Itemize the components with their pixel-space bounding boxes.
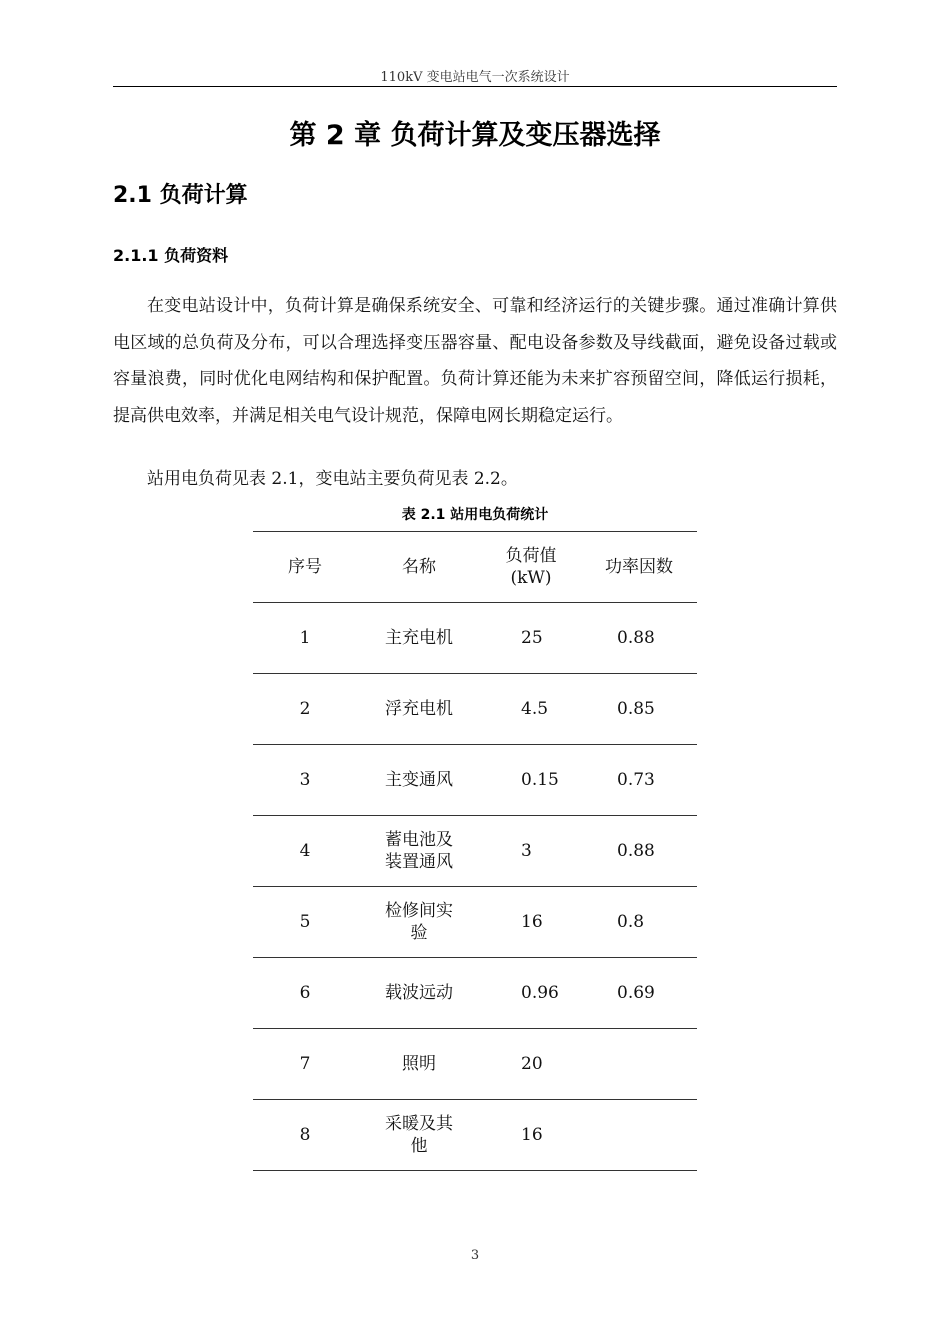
cell-load-value: 4.5 — [521, 699, 549, 719]
cell-power-factor — [581, 745, 697, 816]
header-load-text: 负荷值(kW) — [505, 546, 557, 588]
cell-index: 1 — [253, 603, 357, 674]
load-table — [253, 531, 697, 1171]
cell-load-value: 3 — [521, 841, 532, 861]
cell-load — [481, 1100, 581, 1171]
cell-power-factor — [581, 816, 697, 887]
cell-index: 2 — [253, 674, 357, 745]
cell-load-value: 16 — [521, 912, 543, 932]
table-caption: 表 2.1 站用电负荷统计 — [401, 507, 549, 523]
table-row — [253, 1100, 697, 1171]
cell-index: 5 — [253, 887, 357, 958]
cell-pf-value: 0.88 — [617, 841, 655, 861]
cell-name: 主充电机 — [357, 603, 481, 674]
cell-pf-value: 0.69 — [617, 983, 655, 1003]
table-row — [253, 603, 697, 674]
cell-name: 载波远动 — [357, 958, 481, 1029]
table-row — [253, 958, 697, 1029]
cell-power-factor — [581, 887, 697, 958]
cell-power-factor — [581, 603, 697, 674]
cell-load — [481, 1029, 581, 1100]
cell-load-value: 25 — [521, 628, 543, 648]
header-cell-index: 序号 — [253, 532, 357, 603]
table-row — [253, 1029, 697, 1100]
cell-index: 7 — [253, 1029, 357, 1100]
cell-power-factor — [581, 1100, 697, 1171]
page-number: 3 — [470, 1248, 480, 1263]
body-paragraph-2: 站用电负荷见表 2.1，变电站主要负荷见表 2.2。 — [147, 469, 518, 489]
cell-load — [481, 745, 581, 816]
subsection-title: 2.1.1 负荷资料 — [113, 246, 229, 265]
table-row — [253, 816, 697, 887]
cell-name — [357, 1100, 481, 1171]
header-rule — [113, 86, 837, 87]
cell-load — [481, 603, 581, 674]
header-cell-name: 名称 — [357, 532, 481, 603]
cell-name-text: 检修间实验 — [385, 901, 453, 943]
header-cell-load — [481, 532, 581, 603]
cell-pf-value: 0.8 — [617, 912, 645, 932]
cell-load — [481, 674, 581, 745]
cell-name: 照明 — [357, 1029, 481, 1100]
cell-name — [357, 887, 481, 958]
cell-pf-value: 0.85 — [617, 699, 655, 719]
cell-name: 浮充电机 — [357, 674, 481, 745]
cell-index: 3 — [253, 745, 357, 816]
cell-index: 8 — [253, 1100, 357, 1171]
header-cell-power-factor: 功率因数 — [581, 532, 697, 603]
cell-load-value: 0.96 — [521, 983, 559, 1003]
cell-load — [481, 958, 581, 1029]
cell-pf-value: 0.88 — [617, 628, 655, 648]
section-title: 2.1 负荷计算 — [113, 183, 248, 208]
cell-load-value: 0.15 — [521, 770, 559, 790]
table-row — [253, 745, 697, 816]
cell-pf-value: 0.73 — [617, 770, 655, 790]
cell-name-text: 采暖及其他 — [385, 1114, 453, 1156]
cell-load — [481, 887, 581, 958]
cell-index: 4 — [253, 816, 357, 887]
cell-power-factor — [581, 958, 697, 1029]
cell-load — [481, 816, 581, 887]
chapter-title: 第 2 章 负荷计算及变压器选择 — [289, 120, 661, 151]
cell-name: 主变通风 — [357, 745, 481, 816]
running-header: 110kV 变电站电气一次系统设计 — [380, 70, 570, 85]
cell-name — [357, 816, 481, 887]
table-header-row — [253, 532, 697, 603]
table-row — [253, 674, 697, 745]
cell-load-value: 16 — [521, 1125, 543, 1145]
cell-power-factor — [581, 674, 697, 745]
table-row — [253, 887, 697, 958]
cell-index: 6 — [253, 958, 357, 1029]
body-paragraph-1: 在变电站设计中，负荷计算是确保系统安全、可靠和经济运行的关键步骤。通过准确计算供电区域的总负荷及分布，可以合理选择变压器容量、配电设备参数及导线截面，避免设备过载或容量浪费，同时优化电网结构和保护配置。负荷计算还能为未来扩容预留空间，降低运行损耗，提高供电效率，并满足相关电气设计规范，保障电网长期稳定运行。 — [113, 296, 837, 426]
cell-power-factor — [581, 1029, 697, 1100]
cell-name-text: 蓄电池及装置通风 — [385, 830, 453, 872]
cell-load-value: 20 — [521, 1054, 543, 1074]
